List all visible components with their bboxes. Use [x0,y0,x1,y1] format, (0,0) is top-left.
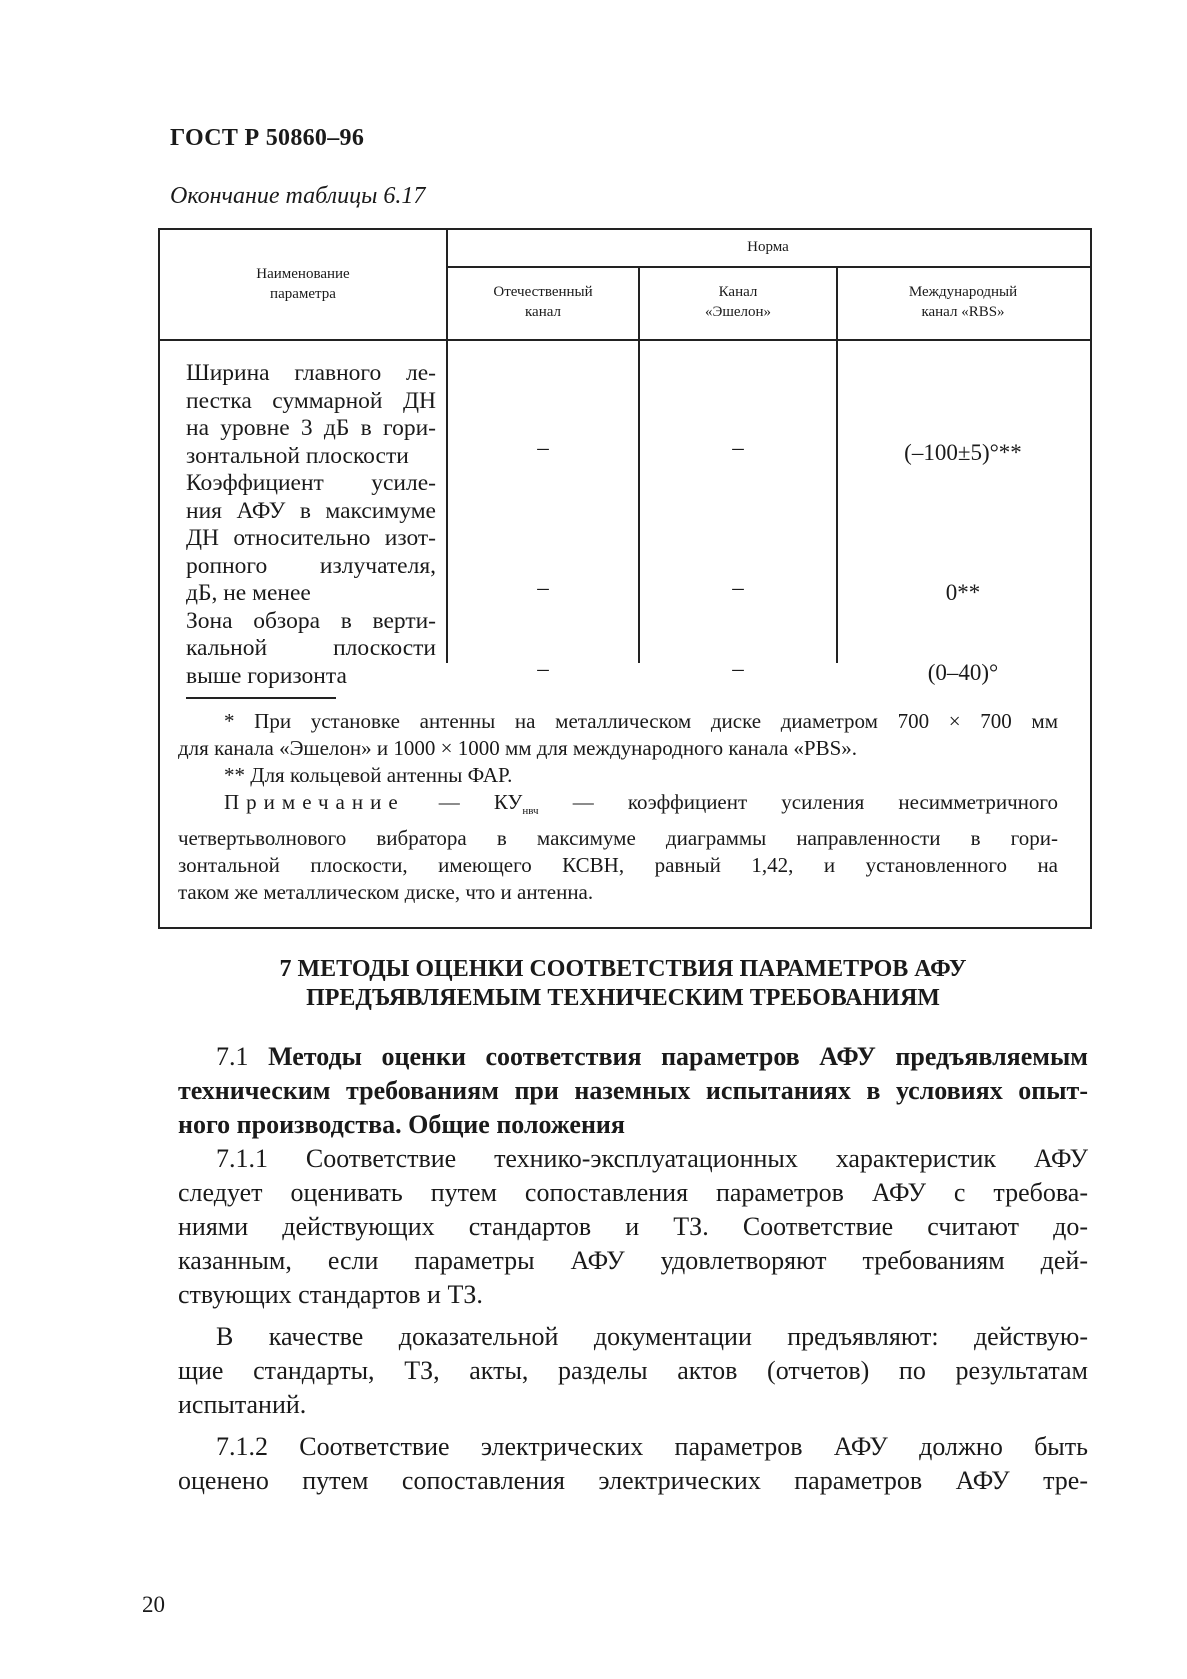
section-7-body [178,1040,1088,1498]
table-top-rule [158,228,1090,230]
param-line: кальной плоскости [186,635,436,661]
table-footnotes [178,708,1058,906]
row3-domestic-value: – [537,656,549,681]
clause-7-1-2-line: оценено путем сопоставления электрических параметров АФУ тре- [178,1466,1088,1495]
param-line: зонтальной плоскости [186,442,409,469]
param-line: дБ, не менее [186,580,311,606]
norm-subheader-rule [446,266,1090,268]
documentation-line: щие стандарты, ТЗ, акты, разделы актов (отчетов) по результатам [178,1356,1088,1385]
row1-eshelon-value: – [732,435,744,460]
param-line: ДН относительно изот- [186,525,436,551]
documentation-line: испытаний. [178,1390,307,1419]
table-caption: Окончание таблицы 6.17 [170,183,426,209]
page-number: 20 [142,1592,165,1617]
param-line: выше горизонта [186,662,347,689]
clause-7-1-2-line: 7.1.2 Соответствие электрических параметров АФУ должно быть [216,1432,1088,1461]
header-bottom-rule [158,339,1090,341]
param-line: Ширина главного ле- [186,360,436,386]
param-line: ропного излучателя, [186,552,436,579]
section-7-title: 7 МЕТОДЫ ОЦЕНКИ СООТВЕТСТВИЯ ПАРАМЕТРОВ АФУ ПРЕДЪЯВЛЯЕМЫМ ТЕХНИЧЕСКИМ ТРЕБОВАНИЯМ [279,956,967,1011]
param-line: на уровне 3 дБ в гори- [186,415,436,441]
footnote-star2: ** Для кольцевой антенны ФАР. [224,763,513,787]
param-line: Зона обзора в верти- [186,607,436,634]
note-line: таком же металлическом диске, что и антенна. [178,880,594,905]
row3-eshelon-value: – [732,656,744,681]
row3-rbs-value: (0–40)° [927,660,999,685]
row2-eshelon-value: – [732,575,744,600]
clause-7-1-1-line: казанным, если параметры АФУ удовлетворяют требованиям дей- [178,1246,1088,1275]
documentation-line: В качестве доказательной документации предъявляют: действую- [216,1322,1088,1351]
param-line: Коэффициент усиле- [186,470,436,496]
note-ku-subscript: нвч [522,805,539,818]
row2-rbs-value: 0** [945,580,981,605]
footnote-star1-line: для канала «Эшелон» и 1000 × 1000 мм для международного канала «PBS». [178,736,858,760]
note-line: зонтальной плоскости, имеющего КСВН, равный 1,42, и установленного на [178,853,1058,878]
clause-7-1-1-line: 7.1.1 Соответствие технико-эксплуатационных характеристик АФУ [216,1144,1088,1173]
header-domestic-channel: Отечественный канал [493,284,593,320]
note-label: Примечание [224,790,405,814]
row1-rbs-value: (–100±5)°** [904,440,1022,465]
row2-domestic-value: – [537,575,549,600]
note-line: четвертьволнового вибратора в максимуме диаграммы направленности в гори- [178,826,1058,851]
header-eshelon-channel: Канал «Эшелон» [704,284,772,320]
param-line: ния АФУ в максимуме [186,497,436,524]
header-norm: Норма [747,239,789,255]
standard-designation: ГОСТ Р 50860–96 [170,125,365,151]
note-ku: КУ [493,790,523,814]
header-rbs-channel: Международный канал «RBS» [908,284,1018,320]
clause-7-1-1-line: ствующих стандартов и ТЗ. [178,1280,483,1309]
clause-7-1-line: 7.1 Методы оценки соответствия параметров АФУ предъявляемым [216,1042,1089,1071]
param-column [186,360,436,690]
row1-domestic-value: – [537,435,549,460]
clause-7-1-1-line: следует оценивать путем сопоставления параметров АФУ с требова- [178,1178,1088,1207]
clause-7-1-1-line: ниями действующих стандартов и ТЗ. Соответствие считают до- [178,1212,1088,1241]
clause-7-1-line: ного производства. Общие положения [178,1110,625,1139]
note-first-line: Примечание — $КУ_{нвч}$ — коэффициент усиления несимметричного [224,790,1059,818]
header-param: Наименование параметра [256,266,350,302]
clause-number: 7.1 [216,1042,249,1071]
param-line: пестка суммарной ДН [186,387,436,414]
footnote-rule [186,697,336,699]
column-divider-2 [638,266,640,663]
clause-7-1-line: техническим требованиям при наземных испытаниях в условиях опыт- [178,1076,1088,1105]
footnote-star1-line: * При установке антенны на металлическом диске диаметром 700 × 700 мм [224,709,1058,733]
